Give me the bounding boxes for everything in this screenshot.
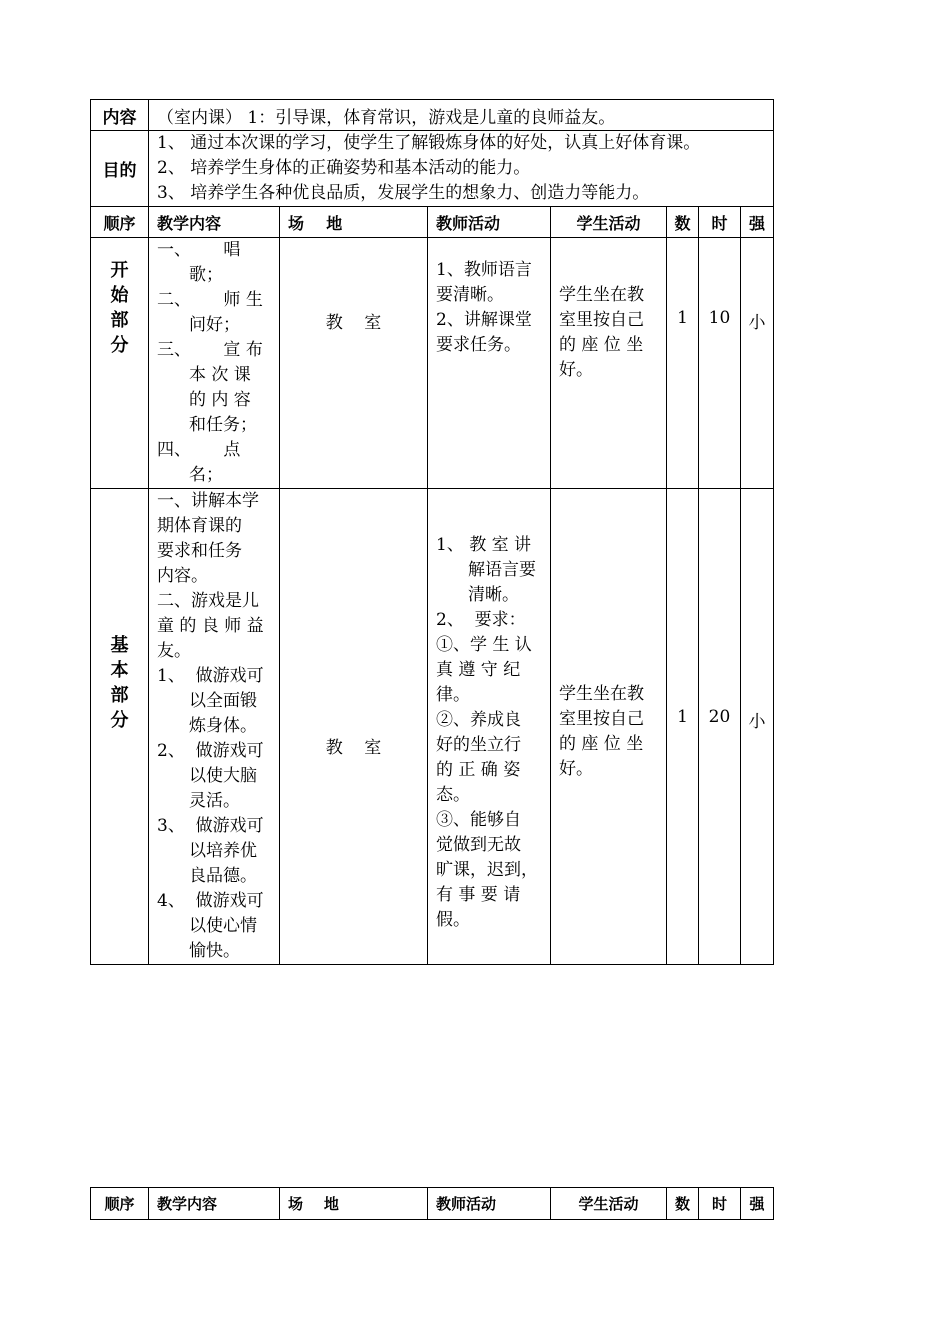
teacher-line: 要清晰。 <box>436 285 504 305</box>
teacher-line: ①、学 生 认 <box>436 635 532 655</box>
section-start-row <box>91 238 774 489</box>
teacher-line: 1、教师语言 <box>436 260 532 280</box>
content-line: 四、 点 <box>157 440 241 460</box>
content-line: 以全面锻 <box>189 691 257 711</box>
header-time: 时 <box>699 1188 741 1220</box>
teacher-line: 好的坐立行 <box>436 735 521 755</box>
content-line: 以使心情 <box>189 916 257 936</box>
header-venue: 场 地 <box>280 1188 428 1220</box>
header-student: 学生活动 <box>551 207 667 238</box>
goal-item: 2、 培养学生身体的正确姿势和基本活动的能力。 <box>157 158 531 178</box>
content-text: （室内课） 1：引导课，体育常识，游戏是儿童的良师益友。 <box>149 100 774 131</box>
header-venue: 场 地 <box>280 207 428 238</box>
content-line: 灵活。 <box>189 791 240 811</box>
content-line: 三、 宣 布 <box>157 340 263 360</box>
content-line: 歌； <box>189 265 223 285</box>
section-start-intensity: 小 <box>741 238 774 489</box>
teacher-line: 的 正 确 姿 <box>436 760 521 780</box>
content-line: 一、 唱 <box>157 240 241 260</box>
section-label-char: 分 <box>110 335 129 356</box>
section-start-content <box>149 238 280 489</box>
section-label-char: 分 <box>110 710 129 731</box>
header-count: 数 <box>667 1188 699 1220</box>
column-header-row <box>91 207 774 238</box>
content-line: 1、 做游戏可 <box>157 666 264 686</box>
student-line: 室里按自己 <box>559 709 644 729</box>
content-line: 以培养优 <box>189 841 257 861</box>
teacher-line: 2、 要求： <box>436 610 526 630</box>
teacher-line: 假。 <box>436 910 470 930</box>
section-start-venue: 教 室 <box>280 238 428 489</box>
student-line: 的 座 位 坐 <box>559 734 644 754</box>
teacher-line: 清晰。 <box>468 585 519 605</box>
teacher-line: 有 事 要 请 <box>436 885 521 905</box>
teacher-line: 解语言要 <box>468 560 536 580</box>
lesson-plan-table <box>90 99 774 965</box>
section-start-label <box>91 238 149 489</box>
section-basic-time: 20 <box>699 489 741 965</box>
section-basic-count: 1 <box>667 489 699 965</box>
student-line: 学生坐在教 <box>559 684 644 704</box>
goal-item: 1、 通过本次课的学习，使学生了解锻炼身体的好处，认真上好体育课。 <box>157 133 701 153</box>
header-teacher: 教师活动 <box>428 1188 551 1220</box>
header-order: 顺序 <box>91 1188 149 1220</box>
content-line: 一、讲解本学 <box>157 491 259 511</box>
column-header-row <box>91 1188 774 1220</box>
teacher-line: 1、 教 室 讲 <box>436 535 532 555</box>
teacher-line: 2、讲解课堂 <box>436 310 532 330</box>
section-basic-content <box>149 489 280 965</box>
header-teacher: 教师活动 <box>428 207 551 238</box>
content-line: 和任务； <box>189 415 257 435</box>
student-line: 学生坐在教 <box>559 285 644 305</box>
content-line: 二、游戏是儿 <box>157 591 259 611</box>
header-student: 学生活动 <box>551 1188 667 1220</box>
header-order: 顺序 <box>91 207 149 238</box>
section-label-char: 部 <box>110 310 129 331</box>
section-start-student <box>551 238 667 489</box>
teacher-line: 真 遵 守 纪 <box>436 660 521 680</box>
content-line: 友。 <box>157 641 191 661</box>
student-line: 室里按自己 <box>559 310 644 330</box>
section-start-time: 10 <box>699 238 741 489</box>
content-line: 炼身体。 <box>189 716 257 736</box>
section-basic-teacher <box>428 489 551 965</box>
section-basic-row <box>91 489 774 965</box>
student-line: 好。 <box>559 759 593 779</box>
section-label-char: 本 <box>110 660 129 681</box>
section-label-char: 始 <box>110 285 129 306</box>
content-line: 2、 做游戏可 <box>157 741 264 761</box>
section-basic-student <box>551 489 667 965</box>
header-intensity: 强 <box>741 207 774 238</box>
goal-item: 3、 培养学生各种优良品质，发展学生的想象力、创造力等能力。 <box>157 183 650 203</box>
content-line: 名； <box>189 465 223 485</box>
header-content: 教学内容 <box>149 207 280 238</box>
section-label-char: 基 <box>110 635 129 656</box>
goal-row <box>91 131 774 207</box>
content-line: 愉快。 <box>189 941 240 961</box>
teacher-line: 旷课，迟到， <box>436 860 538 880</box>
header-intensity: 强 <box>741 1188 774 1220</box>
teacher-line: ②、养成良 <box>436 710 521 730</box>
section-start-teacher <box>428 238 551 489</box>
lesson-plan-table-2 <box>90 1187 774 1220</box>
teacher-line: ③、能够自 <box>436 810 521 830</box>
teacher-line: 觉做到无故 <box>436 835 521 855</box>
content-line: 的 内 容 <box>189 390 251 410</box>
student-line: 的 座 位 坐 <box>559 335 644 355</box>
content-line: 童 的 良 师 益 <box>157 616 264 636</box>
content-line: 二、 师 生 <box>157 290 263 310</box>
section-basic-label <box>91 489 149 965</box>
teacher-line: 要求任务。 <box>436 335 521 355</box>
content-line: 要求和任务 <box>157 541 242 561</box>
content-line: 以使大脑 <box>189 766 257 786</box>
section-basic-intensity: 小 <box>741 489 774 965</box>
section-start-count: 1 <box>667 238 699 489</box>
section-label-char: 部 <box>110 685 129 706</box>
content-label: 内容 <box>91 100 149 131</box>
header-content: 教学内容 <box>149 1188 280 1220</box>
section-label-char: 开 <box>110 260 129 281</box>
goal-label: 目的 <box>91 131 149 207</box>
header-count: 数 <box>667 207 699 238</box>
goal-items <box>149 131 774 207</box>
content-line: 3、 做游戏可 <box>157 816 264 836</box>
content-line: 4、 做游戏可 <box>157 891 264 911</box>
content-line: 本 次 课 <box>189 365 251 385</box>
content-row <box>91 100 774 131</box>
teacher-line: 态。 <box>436 785 470 805</box>
content-line: 内容。 <box>157 566 208 586</box>
student-line: 好。 <box>559 360 593 380</box>
header-time: 时 <box>699 207 741 238</box>
content-line: 期体育课的 <box>157 516 242 536</box>
section-basic-venue: 教 室 <box>280 489 428 965</box>
content-line: 问好； <box>189 315 240 335</box>
teacher-line: 律。 <box>436 685 470 705</box>
content-line: 良品德。 <box>189 866 257 886</box>
